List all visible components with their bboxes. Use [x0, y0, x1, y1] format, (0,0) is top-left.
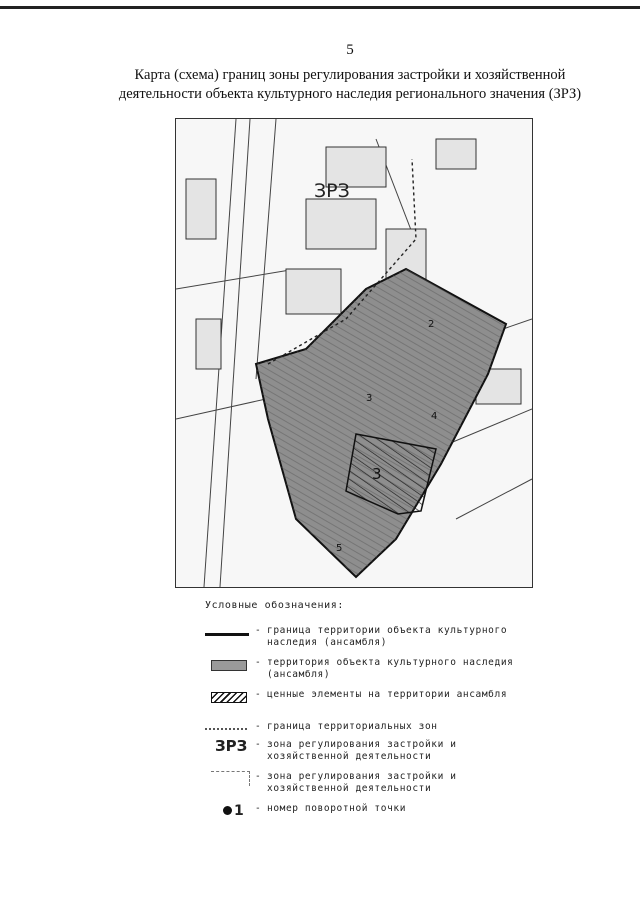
- legend-text: номер поворотной точки: [267, 803, 407, 814]
- point-number: 1: [234, 803, 244, 819]
- top-border-line: [0, 6, 640, 9]
- title-line-1: Карта (схема) границ зоны регулирования застройки и хозяйственной: [134, 67, 566, 83]
- legend-dash: -: [255, 625, 262, 636]
- zone-map: [175, 118, 533, 588]
- legend-text: ценные элементы на территории ансамбля: [267, 689, 508, 700]
- legend-item-zrz-zone: [205, 739, 525, 771]
- element-label: 3: [372, 465, 382, 483]
- legend-dash: -: [255, 689, 262, 700]
- gray-fill-symbol: [211, 660, 247, 671]
- legend-text: зона регулирования застройки и хозяйственной деятельности: [267, 739, 457, 762]
- point-label: 4: [431, 411, 438, 422]
- title-line-2: деятельности объекта культурного наследия регионального значения (ЗРЗ): [118, 86, 582, 102]
- legend-item-turning-point: [205, 803, 525, 821]
- bold-line-symbol: [205, 633, 249, 636]
- legend-item-zrz-zone-outline: [205, 771, 525, 803]
- dashed-outline-symbol: [211, 771, 250, 786]
- legend-text: территория объекта культурного наследия (ансамбля): [267, 657, 514, 680]
- legend-dash: -: [255, 739, 262, 750]
- legend-item-valuable-elements: [205, 689, 525, 721]
- map-canvas: [176, 119, 532, 587]
- legend-dash: -: [255, 657, 262, 668]
- point-dot-icon: [223, 806, 232, 815]
- legend-dash: -: [255, 803, 262, 814]
- turning-point-symbol: [223, 803, 253, 819]
- legend-dash: -: [255, 771, 262, 782]
- legend-dash: -: [255, 721, 262, 732]
- legend-item-heritage-boundary: [205, 625, 525, 657]
- page-number: 5: [346, 42, 354, 58]
- point-label: 5: [336, 543, 343, 554]
- dotted-line-symbol: [205, 728, 249, 730]
- legend-title: Условные обозначения:: [205, 600, 345, 611]
- legend-text: граница территориальных зон: [267, 721, 438, 732]
- zone-label: ЗРЗ: [314, 180, 350, 202]
- legend-item-heritage-territory: [205, 657, 525, 689]
- map-legend: [205, 600, 525, 821]
- legend-text: зона регулирования застройки и хозяйственной деятельности: [267, 771, 457, 794]
- legend-text: граница территории объекта культурного наследия (ансамбля): [267, 625, 508, 648]
- point-label: 2: [428, 319, 435, 330]
- zrz-symbol: ЗРЗ: [215, 737, 248, 755]
- point-label: 3: [366, 393, 373, 404]
- hatch-symbol: [211, 692, 247, 703]
- page-title: [60, 66, 640, 104]
